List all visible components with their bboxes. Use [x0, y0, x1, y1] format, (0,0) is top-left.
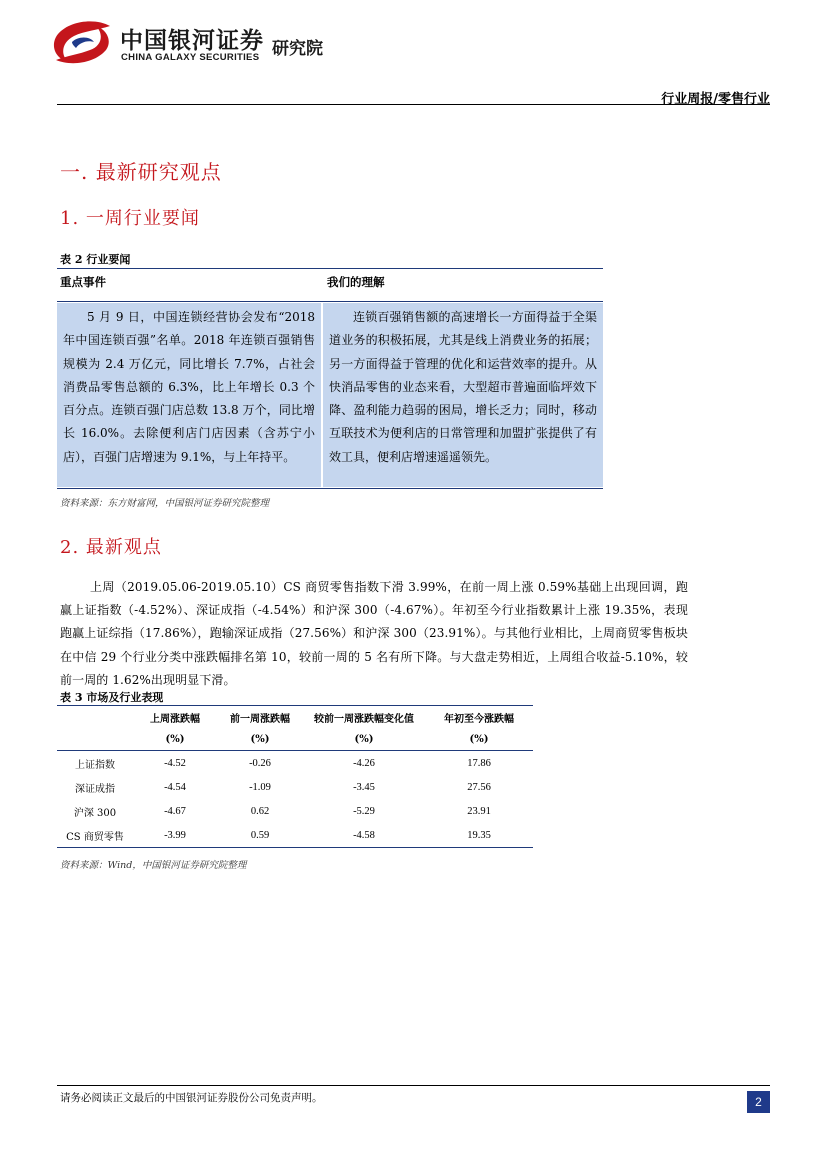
table-row [57, 799, 533, 823]
table3-header: 年初至今涨跌幅 [425, 706, 533, 729]
row-label: 深证成指 [75, 783, 115, 795]
cell-value: 17.86 [467, 757, 491, 769]
table3-corner [57, 728, 133, 751]
table3-unit: (%) [303, 728, 425, 751]
cell-value: -4.52 [164, 757, 186, 769]
cell-value: 19.35 [425, 823, 533, 848]
table3-unit: (%) [133, 728, 217, 751]
row-label: 沪深 300 [73, 807, 117, 819]
table3-corner [57, 706, 133, 729]
table3-header: 较前一周涨跌幅变化值 [303, 706, 425, 729]
table-row [57, 751, 533, 776]
market-commentary: 上周（2019.05.06-2019.05.10）CS 商贸零售指数下滑 3.99%，在前一周上涨 0.59%基础上出现回调，跑赢上证指数（-4.52%）、深证成指（-4.54%）和沪深 300（-4.67%）。年初至今行业指数累计上涨 19.35%，表现跑赢上证综指（17.86%），跑输深证成指（27.56%）和沪深 300（23.91%）。与其他行业相比，上周商贸零售板块在中信 29 个行业分类中涨跌幅排名第 10，较前一周的 5 名有所下降。与大盘走势相近，上周组合收益-5.10%，较前一周的 1.62%出现明显下滑。 [60, 580, 688, 687]
cell-value: 0.59 [217, 823, 303, 848]
table-row [57, 823, 533, 848]
table3-header: 前一周涨跌幅 [217, 706, 303, 729]
table2-source: 资料来源：东方财富网，中国银河证券研究院整理 [60, 498, 270, 509]
table3-caption: 表 3 市场及行业表现 [60, 691, 164, 704]
cell-value: -1.09 [249, 781, 271, 793]
table-rule [57, 301, 603, 302]
logo-english-name: CHINA GALAXY SECURITIES [121, 52, 260, 63]
table2-header-understanding: 我们的理解 [327, 275, 385, 289]
cell-value: -3.99 [133, 823, 217, 848]
cell-value: -0.26 [249, 757, 271, 769]
cell-value: -4.67 [164, 805, 186, 817]
cell-value: -3.45 [353, 781, 375, 793]
table2-header-event: 重点事件 [60, 275, 106, 289]
table2-caption: 表 2 行业要闻 [60, 253, 131, 266]
table-rule [57, 488, 603, 489]
row-label: 上证指数 [75, 759, 115, 771]
section-title: 一. 最新研究观点 [60, 160, 222, 184]
cell-value: -4.58 [303, 823, 425, 848]
disclaimer-note: 请务必阅读正文最后的中国银河证券股份公司免责声明。 [60, 1092, 323, 1104]
news-table [57, 268, 603, 490]
table-rule [57, 268, 603, 269]
footer-divider [57, 1085, 770, 1086]
subsection-title-views: 2. 最新观点 [60, 537, 162, 558]
table3-unit: (%) [425, 728, 533, 751]
subsection-title-news: 1. 一周行业要闻 [60, 208, 200, 229]
institute-label: 研究院 [272, 39, 323, 59]
cell-value: -4.26 [353, 757, 375, 769]
header-divider [57, 104, 770, 105]
cell-value: 27.56 [467, 781, 491, 793]
table2-event-cell: 5 月 9 日，中国连锁经营协会发布“2018 年中国连锁百强”名单。2018 年连锁百强销售规模为 2.4 万亿元，同比增长 7.7%，占社会消费品零售总额的 6.3%，比上年增长 0.3 个百分点。连锁百强门店总数 13.8 万个，同比增长 16.0%。去除便利店门店因素（含苏宁小店），百强门店增速为 9.1%，与上年持平。 [57, 303, 321, 487]
cell-value: -4.54 [164, 781, 186, 793]
cell-value: 23.91 [467, 805, 491, 817]
row-label: CS 商贸零售 [57, 823, 133, 848]
table3-source: 资料来源：Wind，中国银河证券研究院整理 [60, 860, 247, 871]
table3-unit: (%) [217, 728, 303, 751]
table-row [57, 775, 533, 799]
table2-understanding-cell: 连锁百强销售额的高速增长一方面得益于全渠道业务的积极拓展，尤其是线上消费业务的拓展；另一方面得益于管理的优化和运营效率的提升。从快消品零售的业态来看，大型超市普遍面临坪效下降、盈利能力趋弱的困局，增长乏力；同时，移动互联技术为便利店的日常管理和加盟扩张提供了有效工具，便利店增速遥遥领先。 [323, 303, 603, 487]
report-type: 行业周报/零售行业 [661, 92, 770, 107]
cell-value: 0.62 [250, 805, 270, 817]
market-performance-table [57, 705, 533, 848]
logo-chinese-name: 中国银河证券 [120, 28, 264, 54]
galaxy-logo-icon [52, 20, 112, 64]
cell-value: -5.29 [353, 805, 375, 817]
page-number: 2 [747, 1091, 770, 1113]
table3-header: 上周涨跌幅 [133, 706, 217, 729]
